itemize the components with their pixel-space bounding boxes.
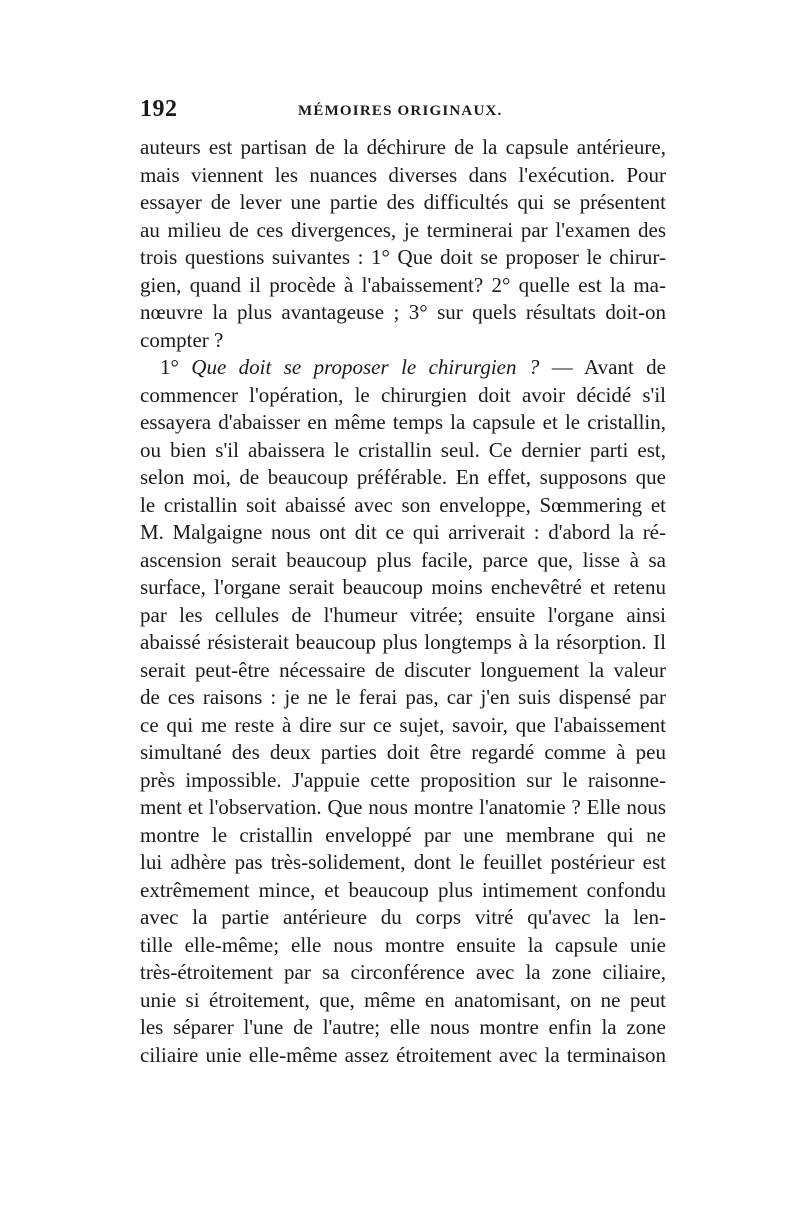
- section-heading-line: [140, 354, 666, 382]
- text-line: au milieu de ces divergences, je terminerai par l'examen des: [140, 217, 666, 242]
- running-title: MÉMOIRES ORIGINAUX.: [298, 103, 503, 119]
- text-line: compter ?: [140, 327, 224, 352]
- text-line: auteurs est partisan de la déchirure de la capsule antérieure,: [140, 135, 666, 159]
- text-line: commencer l'opération, le chirurgien doit avoir décidé s'il: [140, 382, 666, 407]
- text-line: surface, l'organe serait beaucoup moins enchevêtré et retenu: [140, 575, 666, 599]
- paragraph-1: [140, 134, 666, 354]
- page-header: [140, 96, 666, 126]
- text-line: extrêmement mince, et beaucoup plus intimement confondu: [140, 877, 666, 902]
- text-line: très-étroitement par sa circonférence avec la zone ciliaire,: [140, 960, 666, 984]
- text-line: trois questions suivantes : 1° Que doit se proposer le chirur-: [140, 245, 666, 269]
- text-line: mais viennent les nuances diverses dans l'exécution. Pour: [140, 162, 666, 187]
- text-line: ascension serait beaucoup plus facile, parce que, lisse à sa: [140, 547, 666, 572]
- text-line: lui adhère pas très-solidement, dont le feuillet postérieur est: [140, 850, 666, 874]
- text-line: unie si étroitement, que, même en anatomisant, on ne peut: [140, 987, 666, 1012]
- page-number: 192: [140, 96, 178, 122]
- paragraph-2: [140, 354, 666, 1069]
- text-line: selon moi, de beaucoup préférable. En effet, supposons que: [140, 465, 666, 489]
- text-line: les séparer l'une de l'autre; elle nous montre enfin la zone: [140, 1015, 666, 1039]
- text-line: près impossible. J'appuie cette proposition sur le raisonne-: [140, 767, 666, 792]
- text-fragment: — Avant de: [551, 355, 666, 379]
- text-line: par les cellules de l'humeur vitrée; ensuite l'organe ainsi: [140, 602, 666, 627]
- text-line: ciliaire unie elle-même assez étroitement avec la terminaison: [140, 1042, 666, 1067]
- text-line: nœuvre la plus avantageuse ; 3° sur quels résultats doit-on: [140, 300, 666, 324]
- text-line: ce qui me reste à dire sur ce sujet, savoir, que l'abaissement: [140, 712, 666, 737]
- text-line: M. Malgaigne nous ont dit ce qui arriverait : d'abord la ré-: [140, 520, 666, 544]
- text-line: montre le cristallin enveloppé par une membrane qui ne: [140, 822, 666, 847]
- text-line: tille elle-même; elle nous montre ensuite la capsule unie: [140, 932, 666, 957]
- text-line: simultané des deux parties doit être regardé comme à peu: [140, 740, 666, 764]
- section-heading: Que doit se proposer le chirurgien ?: [191, 355, 540, 379]
- section-number: 1°: [160, 355, 179, 379]
- text-line: le cristallin soit abaissé avec son enveloppe, Sœmmering et: [140, 492, 666, 517]
- text-line: serait peut-être nécessaire de discuter longuement la valeur: [140, 657, 666, 682]
- text-line: gien, quand il procède à l'abaissement? 2° quelle est la ma-: [140, 272, 666, 297]
- text-line: avec la partie antérieure du corps vitré qu'avec la len-: [140, 905, 666, 929]
- text-line: essayera d'abaisser en même temps la capsule et le cristallin,: [140, 410, 666, 434]
- text-line: ment et l'observation. Que nous montre l'anatomie ? Elle nous: [140, 795, 666, 819]
- text-line: essayer de lever une partie des difficultés qui se présentent: [140, 190, 666, 214]
- text-line: de ces raisons : je ne le ferai pas, car j'en suis dispensé par: [140, 685, 666, 709]
- body-text: [140, 134, 666, 1069]
- text-line: abaissé résisterait beaucoup plus longtemps à la résorption. Il: [140, 630, 666, 654]
- text-line: ou bien s'il abaissera le cristallin seul. Ce dernier parti est,: [140, 437, 666, 462]
